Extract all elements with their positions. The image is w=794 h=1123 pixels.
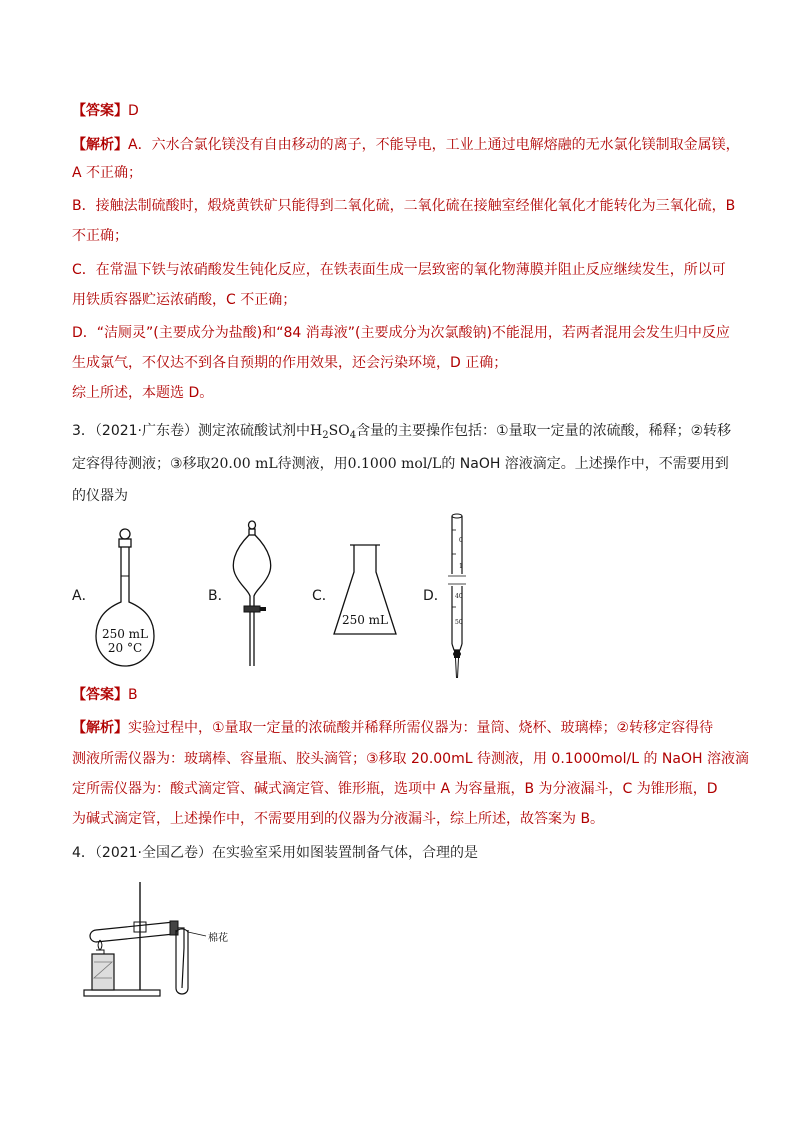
option-d-label: D．: [423, 588, 448, 604]
q2-analysis-line-5: C．在常温下铁与浓硝酸发生钝化反应，在铁表面生成一层致密的氧化物薄膜并阻止反应继续发生，所以可: [72, 262, 726, 278]
q3-analysis-line-2: 测液所需仪器为：玻璃棒、容量瓶、胶头滴管；③移取 20.00mL 待测液，用 0.1000mol/L 的 NaOH 溶液滴: [72, 751, 749, 767]
flask-temp-label: 20 °C: [107, 641, 143, 655]
q3-analysis-line-4: 为碱式滴定管，上述操作中，不需要用到的仪器为分液漏斗，综上所述，故答案为 B。: [72, 811, 605, 827]
option-b-label: B．: [208, 588, 232, 604]
q3-analysis-line-1: 【解析】实验过程中，①量取一定量的浓硫酸并稀释所需仪器为：量筒、烧杯、玻璃棒；②转移定容得待: [72, 720, 714, 736]
q3-stem-line-1: 3．（2021·广东卷）测定浓硫酸试剂中$H_2SO_4$含量的主要操作包括：①量取一定量的浓硫酸，稀释；②转移: [72, 423, 732, 441]
q3-answer: 【答案】B: [72, 687, 138, 703]
formula: $H_2SO_4$: [310, 423, 357, 441]
q4-stem: 4．（2021·全国乙卷）在实验室采用如图装置制备气体，合理的是: [72, 845, 479, 861]
volumetric-flask-image: [92, 526, 158, 668]
q2-analysis-line-2: A 不正确；: [72, 165, 143, 181]
q3-analysis-line-3: 定所需仪器为：酸式滴定管、碱式滴定管、锥形瓶，选项中 A 为容量瓶，B 为分液漏斗，C 为锥形瓶，D: [72, 781, 718, 797]
separatory-funnel-image: [228, 520, 276, 668]
cotton-label: 棉花: [208, 933, 228, 944]
burette-tick-50: 50: [455, 619, 463, 626]
burette-tick-0: 0: [459, 537, 463, 544]
answer-value: D: [128, 103, 139, 119]
option-a-label: A．: [72, 588, 96, 604]
q2-analysis-line-4: 不正确；: [72, 228, 128, 244]
q2-analysis-line-9: 综上所述，本题选 D。: [72, 385, 214, 401]
q2-analysis-line-6: 用铁质容器贮运浓硝酸，C 不正确；: [72, 292, 297, 308]
burette-tick-40: 40: [455, 593, 463, 600]
flask-volume-label: 250 mL: [101, 627, 149, 641]
q2-answer: [72, 101, 139, 121]
q2-analysis-line-8: 生成氯气，不仅达不到各自预期的作用效果，还会污染环境，D 正确；: [72, 355, 508, 371]
option-c-label: C．: [312, 588, 336, 604]
q3-stem-line-2: 定容得待测液；③移取20.00 mL待测液，用0.1000 mol/L的 NaOH 溶液滴定。上述操作中，不需要用到: [72, 456, 729, 472]
gas-apparatus-image: [82, 878, 232, 1000]
erlenmeyer-volume-label: 250 mL: [341, 613, 389, 627]
q3-stem-line-3: 的仪器为: [72, 488, 128, 504]
q2-analysis-line-7: D．“洁厕灵”(主要成分为盐酸)和“84 消毒液”(主要成分为次氯酸钠)不能混用，若两者混用会发生归中反应: [72, 325, 730, 341]
answer-label: 【答案】: [72, 103, 128, 119]
q2-analysis-line-3: B．接触法制硫酸时，煅烧黄铁矿只能得到二氧化硫，二氧化硫在接触室经催化氧化才能转化为三氧化硫，B: [72, 198, 736, 214]
burette-image: [443, 512, 473, 680]
burette-tick-1: 1: [459, 563, 463, 570]
analysis-label: 【解析】: [72, 137, 128, 153]
q2-analysis-line-1: 【解析】A．六水合氯化镁没有自由移动的离子，不能导电，工业上通过电解熔融的无水氯化镁制取金属镁，: [72, 137, 740, 153]
erlenmeyer-flask-image: [330, 542, 400, 640]
